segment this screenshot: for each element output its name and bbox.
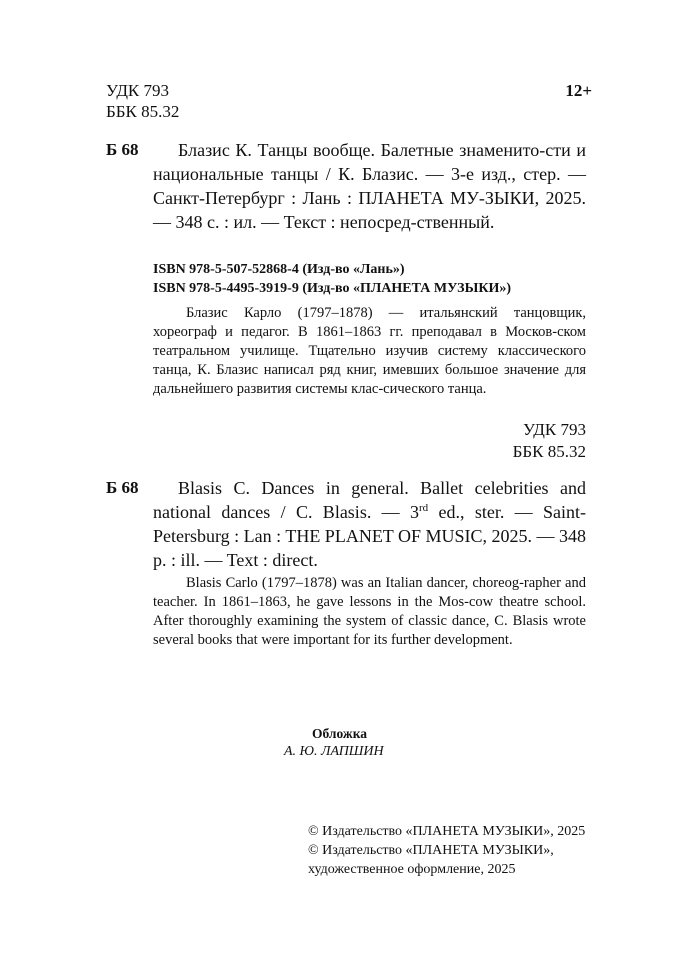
ru-author-code: Б 68 [106,140,139,159]
copyright-line: © Издательство «ПЛАНЕТА МУЗЫКИ», [308,843,554,858]
isbn-lan: ISBN 978-5-507-52868-4 (Изд-во «Лань») [153,262,405,277]
ru-classification [513,419,586,463]
ru-record-text: Блазис К. Танцы вообще. Балетные знаменито-сти и национальные танцы / К. Блазис. — 3-е изд., стер. — Санкт-Петербург : Лань : ПЛАНЕТА МУ-ЗЫКИ, 2025. — 348 с. : ил. — Текст : непосред-ственный. [153,140,586,232]
ru-bbk: ББК 85.32 [512,442,586,461]
en-bibliographic-record [153,476,586,572]
header-udk: УДК 793 [106,81,170,100]
en-record-text-part1: Blasis C. Dances in general. Ballet celebrities and national dances / C. Blasis. — 3 [153,478,586,522]
en-annotation: Blasis Carlo (1797–1878) was an Italian dancer, choreog-rapher and teacher. In 1861–1863, he gave lessons in the Mos-cow theatre school. After thoroughly examining the system of classic dance, C. Blasis wrote several books that were important for its further development. [153,575,586,648]
en-record-text [153,476,586,572]
isbn-block [153,260,586,298]
header-classification [106,80,179,122]
cover-artist: А. Ю. ЛАПШИН [284,744,384,759]
en-author-code: Б 68 [106,478,139,497]
copyright-line: художественное оформление, 2025 [308,862,516,877]
copyright-line: © Издательство «ПЛАНЕТА МУЗЫКИ», 2025 [308,824,586,839]
en-record-text-part2: ed., ster. — Saint-Petersburg : Lan : THE PLANET OF MUSIC, 2025. — 348 p. : ill. — Text : direct. [153,502,587,570]
isbn-planet-music: ISBN 978-5-4495-3919-9 (Изд-во «ПЛАНЕТА МУЗЫКИ») [153,281,512,296]
en-edition-superscript: rd [419,502,429,514]
header-bbk: ББК 85.32 [106,102,180,121]
ru-annotation: Блазис Карло (1797–1878) — итальянский танцовщик, хореограф и педагог. В 1861–1863 гг. преподавал в Москов-ском театральном училище. Тщательно изучив систему классического танца, К. Блазис написал ряд книг, имевших большое значение для дальнейшего развития системы клас-сического танца. [153,305,586,397]
copyright-block [308,822,608,879]
age-rating: 12+ [565,81,592,100]
ru-udk: УДК 793 [522,420,586,439]
ru-bibliographic-record [153,138,586,234]
cover-label: Обложка [312,726,368,741]
